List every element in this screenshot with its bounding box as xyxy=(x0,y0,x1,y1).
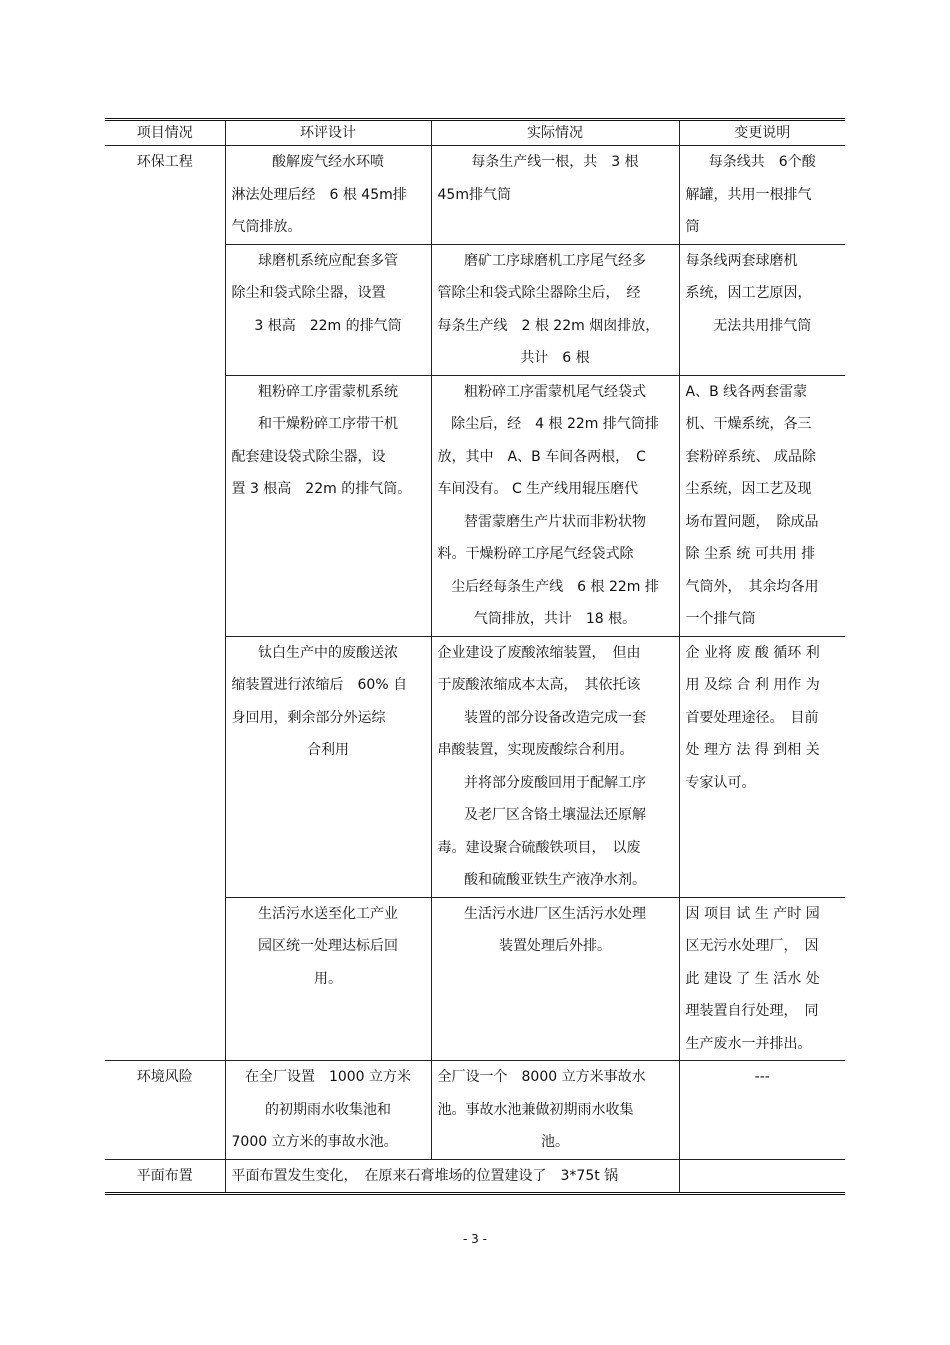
design-cell: 在全厂设置 1000 立方米 的初期雨水收集池和 7000 立方米的事故水池。 xyxy=(225,1061,431,1160)
group-label-layout: 平面布置 xyxy=(105,1159,225,1194)
change-cell: 每条线两套球磨机 系统，因工艺原因， 无法共用排气筒 xyxy=(679,244,845,375)
actual-cell: 全厂设一个 8000 立方米事故水 池。事故水池兼做初期雨水收集 池。 xyxy=(431,1061,679,1160)
change-comparison-table xyxy=(105,118,845,1195)
layout-text-cell: 平面布置发生变化， 在原来石膏堆场的位置建设了 3*75t 锅 xyxy=(225,1159,679,1194)
design-cell: 球磨机系统应配套多管 除尘和袋式除尘器，设置 3 根高 22m 的排气筒 xyxy=(225,244,431,375)
table-row-layout xyxy=(105,1159,845,1194)
actual-cell: 企业建设了废酸浓缩装置， 但由 于废酸浓缩成本太高， 其依托该 装置的部分设备改造完成一套 串酸装置，实现废酸综合利用。 并将部分废酸回用于配解工序 及老厂区含铬土壤湿法还原解 毒。建设聚合硫酸铁项目， 以废 酸和硫酸亚铁生产液净水剂。 xyxy=(431,636,679,897)
change-cell: --- xyxy=(679,1061,845,1160)
design-cell: 粗粉碎工序雷蒙机系统 和干燥粉碎工序带干机 配套建设袋式除尘器，设 置 3 根高 22m 的排气筒。 xyxy=(225,375,431,636)
page-number: - 3 - xyxy=(463,1232,487,1246)
change-cell: A、B 线各两套雷蒙 机、干燥系统，各三 套粉碎系统、 成品除 尘系统，因工艺及现 场布置问题， 除成品 除 尘系 统 可共用 排 气筒外， 其余均各用 一个排气筒 xyxy=(679,375,845,636)
header-design: 环评设计 xyxy=(225,120,431,146)
change-cell: 企 业将 废 酸 循环 利 用 及综 合 利 用作 为 首要处理途径。 目前 处 理方 法 得 到相 关 专家认可。 xyxy=(679,636,845,897)
table-row xyxy=(105,146,845,245)
header-actual: 实际情况 xyxy=(431,120,679,146)
actual-cell: 生活污水进厂区生活污水处理 装置处理后外排。 xyxy=(431,897,679,1061)
table-row-risk xyxy=(105,1061,845,1160)
actual-cell: 粗粉碎工序雷蒙机尾气经袋式 除尘后，经 4 根 22m 排气筒排 放，其中 A、B 车间各两根， C 车间没有。 C 生产线用辊压磨代 替雷蒙磨生产片状而非粉状物 料。干燥粉碎工序尾气经袋式除 尘后经每条生产线 6 根 22m 排 气筒排放，共计 18 根。 xyxy=(431,375,679,636)
table-header-row xyxy=(105,120,845,146)
change-cell: 因 项目 试 生 产时 园 区无污水处理厂， 因 此 建设 了 生 活水 处 理装置自行处理， 同 生产废水一并排出。 xyxy=(679,897,845,1061)
header-change: 变更说明 xyxy=(679,120,845,146)
change-cell: 每条线共 6个酸 解罐，共用一根排气 筒 xyxy=(679,146,845,245)
empty-cell xyxy=(679,1159,845,1194)
design-cell: 生活污水送至化工产业 园区统一处理达标后回 用。 xyxy=(225,897,431,1061)
design-cell: 钛白生产中的废酸送浓 缩装置进行浓缩后 60% 自 身回用，剩余部分外运综 合利用 xyxy=(225,636,431,897)
group-label-risk: 环境风险 xyxy=(105,1061,225,1160)
actual-cell: 磨矿工序球磨机工序尾气经多 管除尘和袋式除尘器除尘后， 经 每条生产线 2 根 22m 烟囱排放， 共计 6 根 xyxy=(431,244,679,375)
group-label-env: 环保工程 xyxy=(105,146,225,1061)
header-project: 项目情况 xyxy=(105,120,225,146)
actual-cell: 每条生产线一根，共 3 根 45m排气筒 xyxy=(431,146,679,245)
design-cell: 酸解废气经水环喷 淋法处理后经 6 根 45m排 气筒排放。 xyxy=(225,146,431,245)
